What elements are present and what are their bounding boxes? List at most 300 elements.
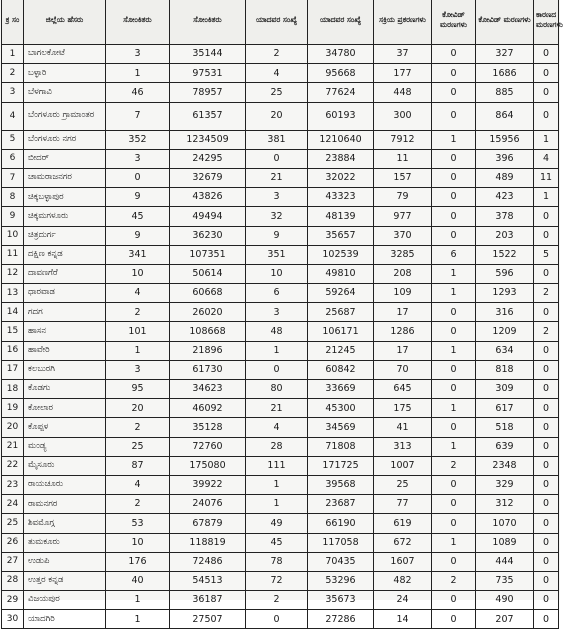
cell-deaths-today: 0 xyxy=(432,102,476,130)
cell-total-cases: 36230 xyxy=(170,226,246,245)
cell-total-cases: 72486 xyxy=(170,552,246,571)
cell-sno: 28 xyxy=(2,571,24,590)
cell-total-cases: 39922 xyxy=(170,475,246,494)
cell-discharged-total: 49810 xyxy=(308,264,374,283)
cell-discharged-total: 43323 xyxy=(308,188,374,207)
cell-new-cases: 2 xyxy=(106,418,170,437)
cell-discharged-today: 49 xyxy=(246,514,308,533)
cell-other-deaths: 0 xyxy=(534,102,559,130)
cell-other-deaths: 0 xyxy=(534,437,559,456)
cell-deaths-total: 207 xyxy=(476,610,534,629)
cell-discharged-total: 53296 xyxy=(308,571,374,590)
cell-sno: 13 xyxy=(2,284,24,303)
table-row xyxy=(2,130,559,149)
cell-discharged-today: 28 xyxy=(246,437,308,456)
cell-other-deaths: 0 xyxy=(534,360,559,379)
cell-sno: 16 xyxy=(2,341,24,360)
cell-new-cases: 2 xyxy=(106,495,170,514)
cell-new-cases: 4 xyxy=(106,475,170,494)
cell-other-deaths: 0 xyxy=(534,264,559,283)
table-row xyxy=(2,341,559,360)
cell-total-cases: 118819 xyxy=(170,533,246,552)
cell-discharged-today: 4 xyxy=(246,418,308,437)
cell-deaths-total: 15956 xyxy=(476,130,534,149)
cell-deaths-total: 329 xyxy=(476,475,534,494)
cell-active-cases: 17 xyxy=(374,303,432,322)
cell-deaths-today: 0 xyxy=(432,303,476,322)
cell-discharged-total: 23884 xyxy=(308,149,374,168)
cell-deaths-total: 396 xyxy=(476,149,534,168)
cell-deaths-today: 1 xyxy=(432,284,476,303)
cell-discharged-total: 33669 xyxy=(308,380,374,399)
cell-district: ಬಳ್ಳಾರಿ xyxy=(24,64,106,83)
table-row xyxy=(2,245,559,264)
cell-district: ಕೋಲಾರ xyxy=(24,399,106,418)
cell-discharged-total: 71808 xyxy=(308,437,374,456)
header-deaths-total: ಕೋವಿಡ್ ಮರಣಗಳು xyxy=(476,0,534,45)
cell-district: ಹಾವೇರಿ xyxy=(24,341,106,360)
table-row xyxy=(2,399,559,418)
cell-sno: 5 xyxy=(2,130,24,149)
cell-district: ಧಾರವಾಡ xyxy=(24,284,106,303)
table-row xyxy=(2,437,559,456)
cell-total-cases: 61730 xyxy=(170,360,246,379)
cell-deaths-total: 818 xyxy=(476,360,534,379)
cell-active-cases: 175 xyxy=(374,399,432,418)
cell-deaths-total: 1089 xyxy=(476,533,534,552)
header-district: ಜಿಲ್ಲೆಯ ಹೆಸರು xyxy=(24,0,106,45)
cell-other-deaths: 1 xyxy=(534,130,559,149)
cell-active-cases: 1607 xyxy=(374,552,432,571)
cell-district: ಶಿವಮೊಗ್ಗ xyxy=(24,514,106,533)
cell-other-deaths: 0 xyxy=(534,552,559,571)
cell-deaths-total: 309 xyxy=(476,380,534,399)
header-total-cases: ಸೋಂಕಿತರು xyxy=(170,0,246,45)
cell-new-cases: 10 xyxy=(106,533,170,552)
cell-total-cases: 60668 xyxy=(170,284,246,303)
cell-discharged-total: 35657 xyxy=(308,226,374,245)
cell-deaths-total: 617 xyxy=(476,399,534,418)
cell-sno: 4 xyxy=(2,102,24,130)
cell-deaths-today: 0 xyxy=(432,64,476,83)
cell-deaths-total: 639 xyxy=(476,437,534,456)
cell-total-cases: 35128 xyxy=(170,418,246,437)
cell-district: ಬಾಗಲಕೋಟೆ xyxy=(24,45,106,64)
cell-total-cases: 34623 xyxy=(170,380,246,399)
cell-discharged-today: 20 xyxy=(246,102,308,130)
cell-new-cases: 3 xyxy=(106,360,170,379)
cell-discharged-total: 48139 xyxy=(308,207,374,226)
cell-deaths-today: 0 xyxy=(432,322,476,341)
cell-deaths-total: 316 xyxy=(476,303,534,322)
cell-total-cases: 50614 xyxy=(170,264,246,283)
cell-deaths-today: 0 xyxy=(432,188,476,207)
cell-discharged-today: 3 xyxy=(246,188,308,207)
cell-total-cases: 35144 xyxy=(170,45,246,64)
cell-deaths-total: 378 xyxy=(476,207,534,226)
cell-district: ವಿಜಯಪುರ xyxy=(24,591,106,610)
header-discharged-today: ಯಾದವರ ಸಂಖ್ಯೆ xyxy=(246,0,308,45)
cell-discharged-today: 21 xyxy=(246,399,308,418)
cell-sno: 10 xyxy=(2,226,24,245)
cell-active-cases: 11 xyxy=(374,149,432,168)
cell-discharged-today: 32 xyxy=(246,207,308,226)
cell-active-cases: 645 xyxy=(374,380,432,399)
cell-active-cases: 3285 xyxy=(374,245,432,264)
cell-total-cases: 108668 xyxy=(170,322,246,341)
cell-total-cases: 24295 xyxy=(170,149,246,168)
cell-deaths-today: 0 xyxy=(432,552,476,571)
cell-total-cases: 107351 xyxy=(170,245,246,264)
cell-sno: 14 xyxy=(2,303,24,322)
cell-other-deaths: 0 xyxy=(534,571,559,590)
cell-new-cases: 3 xyxy=(106,45,170,64)
table-row xyxy=(2,418,559,437)
cell-other-deaths: 5 xyxy=(534,245,559,264)
cell-sno: 23 xyxy=(2,475,24,494)
cell-discharged-today: 21 xyxy=(246,168,308,187)
cell-active-cases: 672 xyxy=(374,533,432,552)
cell-discharged-today: 48 xyxy=(246,322,308,341)
cell-new-cases: 0 xyxy=(106,168,170,187)
cell-district: ಉತ್ತರ ಕನ್ನಡ xyxy=(24,571,106,590)
cell-total-cases: 175080 xyxy=(170,456,246,475)
cell-active-cases: 313 xyxy=(374,437,432,456)
table-row xyxy=(2,495,559,514)
cell-deaths-today: 0 xyxy=(432,360,476,379)
cell-other-deaths: 0 xyxy=(534,456,559,475)
cell-active-cases: 70 xyxy=(374,360,432,379)
table-row xyxy=(2,83,559,102)
cell-total-cases: 72760 xyxy=(170,437,246,456)
cell-deaths-today: 1 xyxy=(432,341,476,360)
table-row xyxy=(2,168,559,187)
cell-other-deaths: 0 xyxy=(534,64,559,83)
cell-discharged-today: 381 xyxy=(246,130,308,149)
cell-deaths-total: 864 xyxy=(476,102,534,130)
table-row xyxy=(2,475,559,494)
table-header-row xyxy=(2,0,559,45)
cell-other-deaths: 0 xyxy=(534,207,559,226)
cell-sno: 11 xyxy=(2,245,24,264)
cell-other-deaths: 0 xyxy=(534,533,559,552)
cell-active-cases: 14 xyxy=(374,610,432,629)
table-row xyxy=(2,514,559,533)
cell-total-cases: 67879 xyxy=(170,514,246,533)
header-discharged-total: ಯಾದವರ ಸಂಖ್ಯೆ xyxy=(308,0,374,45)
cell-active-cases: 24 xyxy=(374,591,432,610)
cell-district: ಚಾಮರಾಜನಗರ xyxy=(24,168,106,187)
cell-deaths-today: 2 xyxy=(432,456,476,475)
cell-other-deaths: 0 xyxy=(534,303,559,322)
cell-other-deaths: 1 xyxy=(534,188,559,207)
cell-discharged-today: 1 xyxy=(246,341,308,360)
table-row xyxy=(2,571,559,590)
header-active-cases: ಸಕ್ರಿಯ ಪ್ರಕರಣಗಳು xyxy=(374,0,432,45)
cell-deaths-total: 1522 xyxy=(476,245,534,264)
cell-discharged-today: 1 xyxy=(246,495,308,514)
cell-new-cases: 3 xyxy=(106,149,170,168)
cell-active-cases: 448 xyxy=(374,83,432,102)
cell-other-deaths: 0 xyxy=(534,45,559,64)
cell-sno: 27 xyxy=(2,552,24,571)
table-row xyxy=(2,264,559,283)
cell-other-deaths: 0 xyxy=(534,475,559,494)
cell-discharged-today: 351 xyxy=(246,245,308,264)
cell-other-deaths: 2 xyxy=(534,322,559,341)
cell-discharged-today: 2 xyxy=(246,591,308,610)
cell-discharged-total: 34780 xyxy=(308,45,374,64)
cell-district: ಕೊಡಗು xyxy=(24,380,106,399)
cell-deaths-total: 1209 xyxy=(476,322,534,341)
cell-deaths-total: 423 xyxy=(476,188,534,207)
cell-active-cases: 77 xyxy=(374,495,432,514)
cell-discharged-total: 106171 xyxy=(308,322,374,341)
cell-other-deaths: 0 xyxy=(534,610,559,629)
cell-sno: 25 xyxy=(2,514,24,533)
cell-discharged-total: 102539 xyxy=(308,245,374,264)
table-row xyxy=(2,533,559,552)
cell-district: ಬೆಂಗಳೂರು ನಗರ xyxy=(24,130,106,149)
cell-active-cases: 177 xyxy=(374,64,432,83)
cell-new-cases: 40 xyxy=(106,571,170,590)
table-row xyxy=(2,149,559,168)
cell-new-cases: 20 xyxy=(106,399,170,418)
cell-new-cases: 53 xyxy=(106,514,170,533)
cell-discharged-today: 0 xyxy=(246,360,308,379)
cell-new-cases: 45 xyxy=(106,207,170,226)
cell-discharged-today: 4 xyxy=(246,64,308,83)
cell-deaths-today: 1 xyxy=(432,130,476,149)
cell-new-cases: 1 xyxy=(106,610,170,629)
cell-deaths-today: 2 xyxy=(432,571,476,590)
cell-deaths-today: 1 xyxy=(432,264,476,283)
cell-discharged-total: 171725 xyxy=(308,456,374,475)
cell-active-cases: 37 xyxy=(374,45,432,64)
cell-active-cases: 482 xyxy=(374,571,432,590)
cell-deaths-today: 0 xyxy=(432,418,476,437)
cell-new-cases: 101 xyxy=(106,322,170,341)
table-row xyxy=(2,380,559,399)
cell-discharged-today: 9 xyxy=(246,226,308,245)
cell-new-cases: 2 xyxy=(106,303,170,322)
cell-new-cases: 10 xyxy=(106,264,170,283)
cell-sno: 8 xyxy=(2,188,24,207)
cell-deaths-total: 490 xyxy=(476,591,534,610)
cell-deaths-total: 518 xyxy=(476,418,534,437)
cell-other-deaths: 0 xyxy=(534,418,559,437)
cell-new-cases: 7 xyxy=(106,102,170,130)
cell-district: ಮಂಡ್ಯ xyxy=(24,437,106,456)
cell-sno: 18 xyxy=(2,380,24,399)
cell-sno: 19 xyxy=(2,399,24,418)
table-row xyxy=(2,591,559,610)
cell-new-cases: 341 xyxy=(106,245,170,264)
cell-discharged-total: 25687 xyxy=(308,303,374,322)
table-row xyxy=(2,610,559,629)
table-body xyxy=(2,45,559,629)
header-new-cases: ಸೋಂಕಿತರು xyxy=(106,0,170,45)
cell-district: ಕೊಪ್ಪಳ xyxy=(24,418,106,437)
cell-district: ರಾಮನಗರ xyxy=(24,495,106,514)
cell-discharged-total: 45300 xyxy=(308,399,374,418)
cell-discharged-today: 25 xyxy=(246,83,308,102)
cell-active-cases: 109 xyxy=(374,284,432,303)
cell-deaths-total: 1070 xyxy=(476,514,534,533)
cell-deaths-total: 489 xyxy=(476,168,534,187)
cell-discharged-today: 0 xyxy=(246,149,308,168)
cell-new-cases: 9 xyxy=(106,188,170,207)
cell-other-deaths: 0 xyxy=(534,399,559,418)
table-row xyxy=(2,456,559,475)
cell-new-cases: 95 xyxy=(106,380,170,399)
cell-deaths-today: 0 xyxy=(432,514,476,533)
cell-deaths-today: 1 xyxy=(432,399,476,418)
cell-district: ಯಾದಗಿರಿ xyxy=(24,610,106,629)
cell-district: ತುಮಕೂರು xyxy=(24,533,106,552)
district-data-table xyxy=(1,0,563,629)
cell-deaths-today: 1 xyxy=(432,533,476,552)
cell-active-cases: 79 xyxy=(374,188,432,207)
cell-new-cases: 9 xyxy=(106,226,170,245)
cell-active-cases: 157 xyxy=(374,168,432,187)
cell-new-cases: 46 xyxy=(106,83,170,102)
table-row xyxy=(2,552,559,571)
cell-deaths-total: 634 xyxy=(476,341,534,360)
cell-discharged-total: 66190 xyxy=(308,514,374,533)
cell-sno: 1 xyxy=(2,45,24,64)
cell-sno: 22 xyxy=(2,456,24,475)
cell-deaths-today: 1 xyxy=(432,437,476,456)
cell-discharged-total: 60193 xyxy=(308,102,374,130)
cell-sno: 6 xyxy=(2,149,24,168)
cell-total-cases: 54513 xyxy=(170,571,246,590)
cell-active-cases: 208 xyxy=(374,264,432,283)
cell-discharged-total: 21245 xyxy=(308,341,374,360)
cell-total-cases: 46092 xyxy=(170,399,246,418)
table-row xyxy=(2,45,559,64)
cell-total-cases: 21896 xyxy=(170,341,246,360)
cell-deaths-total: 885 xyxy=(476,83,534,102)
cell-discharged-total: 23687 xyxy=(308,495,374,514)
header-sno: ಕ್ರ ಸಂ xyxy=(2,0,24,45)
cell-active-cases: 7912 xyxy=(374,130,432,149)
cell-deaths-total: 203 xyxy=(476,226,534,245)
cell-total-cases: 27507 xyxy=(170,610,246,629)
cell-other-deaths: 11 xyxy=(534,168,559,187)
cell-new-cases: 87 xyxy=(106,456,170,475)
cell-deaths-total: 444 xyxy=(476,552,534,571)
cell-other-deaths: 0 xyxy=(534,514,559,533)
cell-deaths-total: 1293 xyxy=(476,284,534,303)
cell-district: ಬೆಂಗಳೂರು ಗ್ರಾಮಾಂತರ xyxy=(24,102,106,130)
cell-other-deaths: 0 xyxy=(534,591,559,610)
cell-deaths-total: 2348 xyxy=(476,456,534,475)
cell-discharged-today: 3 xyxy=(246,303,308,322)
cell-active-cases: 619 xyxy=(374,514,432,533)
cell-sno: 30 xyxy=(2,610,24,629)
cell-total-cases: 36187 xyxy=(170,591,246,610)
cell-discharged-total: 70435 xyxy=(308,552,374,571)
cell-deaths-today: 0 xyxy=(432,149,476,168)
cell-district: ಗದಗ xyxy=(24,303,106,322)
header-deaths-today: ಕೋವಿಡ್ ಮರಣಗಳು xyxy=(432,0,476,45)
cell-deaths-total: 735 xyxy=(476,571,534,590)
cell-discharged-today: 1 xyxy=(246,475,308,494)
table-row xyxy=(2,207,559,226)
cell-sno: 7 xyxy=(2,168,24,187)
cell-active-cases: 370 xyxy=(374,226,432,245)
cell-district: ಕಲಬುರಗಿ xyxy=(24,360,106,379)
table-row xyxy=(2,226,559,245)
cell-total-cases: 26020 xyxy=(170,303,246,322)
cell-other-deaths: 0 xyxy=(534,341,559,360)
cell-active-cases: 25 xyxy=(374,475,432,494)
cell-discharged-total: 95668 xyxy=(308,64,374,83)
cell-discharged-today: 10 xyxy=(246,264,308,283)
cell-sno: 17 xyxy=(2,360,24,379)
cell-deaths-today: 0 xyxy=(432,226,476,245)
cell-other-deaths: 0 xyxy=(534,83,559,102)
cell-other-deaths: 0 xyxy=(534,226,559,245)
cell-total-cases: 32679 xyxy=(170,168,246,187)
cell-district: ರಾಯಚೂರು xyxy=(24,475,106,494)
cell-discharged-today: 80 xyxy=(246,380,308,399)
cell-discharged-today: 6 xyxy=(246,284,308,303)
cell-total-cases: 49494 xyxy=(170,207,246,226)
cell-new-cases: 25 xyxy=(106,437,170,456)
cell-discharged-today: 2 xyxy=(246,45,308,64)
cell-district: ಹಾಸನ xyxy=(24,322,106,341)
cell-sno: 12 xyxy=(2,264,24,283)
cell-district: ಬೀದರ್ xyxy=(24,149,106,168)
cell-district: ಚಿತ್ರದುರ್ಗ xyxy=(24,226,106,245)
cell-discharged-total: 59264 xyxy=(308,284,374,303)
cell-district: ಚಿಕ್ಕಮಗಳೂರು xyxy=(24,207,106,226)
header-other-deaths: ಕಾರಣದ ಮರಣಗಳು xyxy=(534,0,559,45)
cell-total-cases: 24076 xyxy=(170,495,246,514)
cell-district: ಬೆಳಗಾವಿ xyxy=(24,83,106,102)
table-row xyxy=(2,303,559,322)
cell-sno: 20 xyxy=(2,418,24,437)
cell-discharged-total: 117058 xyxy=(308,533,374,552)
cell-sno: 9 xyxy=(2,207,24,226)
cell-active-cases: 977 xyxy=(374,207,432,226)
cell-sno: 21 xyxy=(2,437,24,456)
cell-other-deaths: 4 xyxy=(534,149,559,168)
cell-new-cases: 1 xyxy=(106,64,170,83)
table-row xyxy=(2,102,559,130)
cell-deaths-today: 0 xyxy=(432,83,476,102)
cell-other-deaths: 2 xyxy=(534,284,559,303)
cell-discharged-total: 60842 xyxy=(308,360,374,379)
cell-discharged-today: 45 xyxy=(246,533,308,552)
cell-discharged-today: 78 xyxy=(246,552,308,571)
cell-new-cases: 176 xyxy=(106,552,170,571)
cell-new-cases: 1 xyxy=(106,591,170,610)
cell-deaths-today: 0 xyxy=(432,610,476,629)
table-row xyxy=(2,322,559,341)
cell-deaths-total: 312 xyxy=(476,495,534,514)
cell-discharged-today: 0 xyxy=(246,610,308,629)
cell-discharged-total: 39568 xyxy=(308,475,374,494)
cell-deaths-today: 0 xyxy=(432,495,476,514)
cell-discharged-total: 77624 xyxy=(308,83,374,102)
cell-active-cases: 300 xyxy=(374,102,432,130)
cell-district: ಚಿಕ್ಕಬಳ್ಳಾಪುರ xyxy=(24,188,106,207)
cell-deaths-today: 0 xyxy=(432,380,476,399)
cell-total-cases: 78957 xyxy=(170,83,246,102)
